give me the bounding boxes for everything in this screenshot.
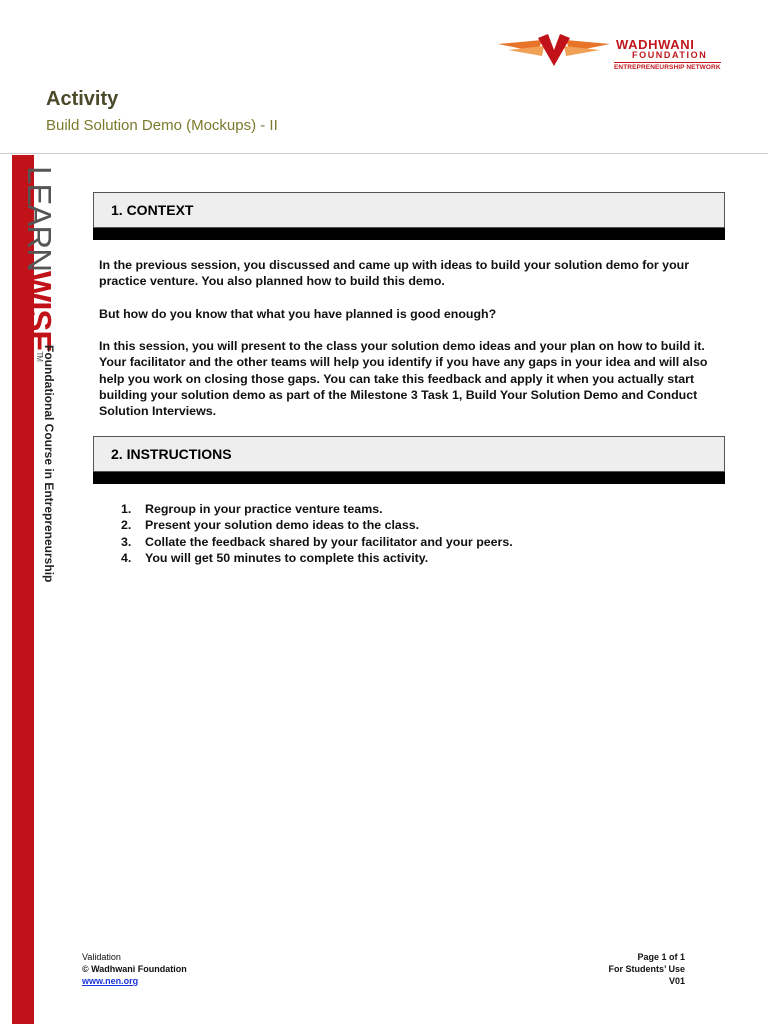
logo-text-network: ENTREPRENEURSHIP NETWORK	[614, 64, 721, 71]
footer-audience: For Students’ Use	[608, 964, 685, 974]
footer-copyright: © Wadhwani Foundation	[82, 964, 187, 974]
context-heading: 1. CONTEXT	[111, 202, 194, 218]
step-number: 1.	[121, 502, 132, 516]
context-paragraph-2: But how do you know that what you have planned is good enough?	[99, 307, 497, 321]
footer-version: V01	[668, 976, 685, 986]
learnwise-wise: WISE	[21, 271, 58, 352]
page-title: Activity	[46, 88, 119, 110]
footer-validation: Validation	[82, 952, 121, 962]
learnwise-learn: LEARN	[21, 166, 58, 272]
step-text: You will get 50 minutes to complete this activity.	[145, 550, 429, 565]
instructions-heading-bar	[93, 472, 725, 484]
step-number: 3.	[121, 534, 132, 549]
logo-text-foundation: FOUNDATION	[632, 50, 708, 60]
list-item	[121, 501, 513, 517]
footer-page-number: Page 1 of 1	[637, 952, 685, 962]
list-item	[121, 517, 513, 533]
footer-right	[608, 951, 685, 987]
context-heading-bar	[93, 228, 725, 240]
list-item	[121, 534, 513, 550]
context-paragraph-3: In this session, you will present to the class your solution demo ideas and your plan on how to build it. Your facilitator and the other teams will help you identify if you have any gaps in your idea and will also help you work on closing those gaps. You can take this feedback and apply it when you actually start building your solution demo as part of the Milestone 3 Task 1, Build Your Solution Demo and Conduct Solution Interviews.	[99, 339, 708, 419]
footer-website-link[interactable]: www.nen.org	[82, 976, 139, 986]
instructions-list	[121, 501, 513, 566]
header-divider	[0, 153, 768, 154]
course-name: Foundational Course in Entrepreneurship	[42, 345, 56, 583]
step-text: Present your solution demo ideas to the class.	[145, 518, 420, 533]
wadhwani-wings-icon	[498, 34, 610, 68]
context-heading-box	[93, 192, 725, 228]
learnwise-trademark: TM	[35, 351, 44, 361]
instructions-heading: 2. INSTRUCTIONS	[111, 446, 232, 462]
page-subtitle: Build Solution Demo (Mockups) - II	[46, 117, 278, 134]
step-number: 2.	[121, 518, 132, 533]
logo-text-wadhwani: WADHWANI	[616, 37, 695, 52]
instructions-section-header	[93, 436, 725, 484]
step-text: Collate the feedback shared by your facilitator and your peers.	[145, 534, 513, 549]
list-item	[121, 550, 513, 566]
instructions-heading-box	[93, 436, 725, 472]
step-number: 4.	[121, 550, 132, 565]
step-text: Regroup in your practice venture teams.	[145, 502, 383, 516]
footer-left	[82, 951, 187, 987]
wadhwani-logo	[498, 34, 730, 74]
context-section-header	[93, 192, 725, 240]
context-paragraph-1: In the previous session, you discussed and came up with ideas to build your solution demo for your practice venture. You also planned how to build this demo.	[99, 258, 690, 289]
